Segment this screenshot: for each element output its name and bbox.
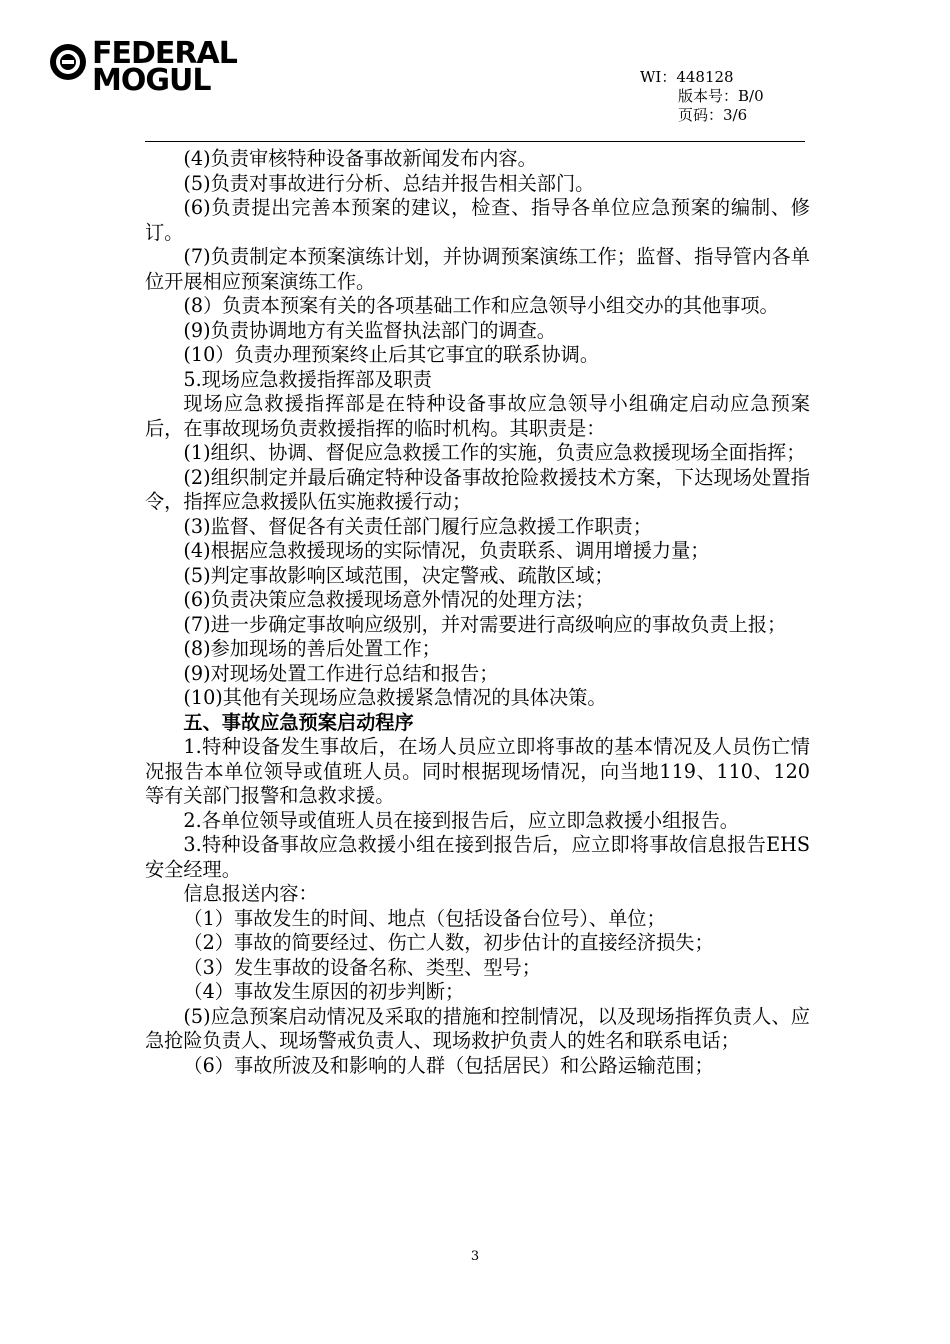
paragraph: (5)应急预案启动情况及采取的措施和控制情况，以及现场指挥负责人、应急抢险负责人、现场警戒负责人、现场救护负责人的姓名和联系电话； <box>145 1004 810 1052</box>
section-heading: 五、事故应急预案启动程序 <box>183 710 414 734</box>
page-number: 3 <box>470 1249 480 1264</box>
paragraph: (1)组织、协调、督促应急救援工作的实施，负责应急救援现场全面指挥； <box>183 441 806 464</box>
paragraph: 现场应急救援指挥部是在特种设备事故应急领导小组确定启动应急预案后，在事故现场负责救援指挥的临时机构。其职责是： <box>145 392 810 440</box>
document-page-count: 页码：3/6 <box>678 106 748 124</box>
paragraph: 3.特种设备事故应急救援小组在接到报告后，应立即将事故信息报告EHS安全经理。 <box>145 833 810 881</box>
logo-emblem-icon <box>50 44 86 80</box>
document-body <box>145 147 810 1078</box>
paragraph: (10)其他有关现场应急救援紧急情况的具体决策。 <box>183 686 607 709</box>
document-wi-number: WI：448128 <box>640 68 734 86</box>
paragraph: （3）发生事故的设备名称、类型、型号； <box>183 955 541 979</box>
paragraph: (9)对现场处置工作进行总结和报告； <box>183 661 499 685</box>
logo-line-1: FEDERAL <box>92 36 237 71</box>
federal-mogul-logo <box>50 36 265 100</box>
paragraph: (2)组织制定并最后确定特种设备事故抢险救援技术方案，下达现场处置指令，指挥应急救援队伍实施救援行动； <box>145 465 810 513</box>
paragraph: (5)负责对事故进行分析、总结并报告相关部门。 <box>183 171 595 195</box>
paragraph: （1）事故发生的时间、地点（包括设备台位号）、单位； <box>183 906 666 930</box>
paragraph: （2）事故的简要经过、伤亡人数，初步估计的直接经济损失； <box>183 931 714 954</box>
paragraph: 2.各单位领导或值班人员在接到报告后，应立即急救援小组报告。 <box>183 808 739 832</box>
paragraph: (8)参加现场的善后处置工作； <box>183 637 441 660</box>
paragraph: (6)负责决策应急救援现场意外情况的处理方法； <box>183 588 595 611</box>
document-version: 版本号：B/0 <box>678 87 764 105</box>
paragraph: (8）负责本预案有关的各项基础工作和应急领导小组交办的其他事项。 <box>183 294 779 317</box>
paragraph: (5)判定事故影响区域范围，决定警戒、疏散区域； <box>183 563 614 587</box>
paragraph: (4)根据应急救援现场的实际情况，负责联系、调用增援力量； <box>183 539 710 562</box>
paragraph: (6)负责提出完善本预案的建议，检查、指导各单位应急预案的编制、修订。 <box>145 196 810 244</box>
header-divider <box>145 141 805 142</box>
paragraph: (10）负责办理预案终止后其它事宜的联系协调。 <box>183 343 600 366</box>
paragraph: （4）事故发生原因的初步判断； <box>183 980 465 1003</box>
logo-wordmark <box>92 36 237 98</box>
paragraph: (7)进一步确定事故响应级别，并对需要进行高级响应的事故负责上报； <box>183 612 787 636</box>
paragraph: 1.特种设备发生事故后，在场人员应立即将事故的基本情况及人员伤亡情况报告本单位领导或值班人员。同时根据现场情况，向当地119、110、120等有关部门报警和急救求援。 <box>145 735 810 807</box>
paragraph: (3)监督、督促各有关责任部门履行应急救援工作职责； <box>183 514 652 538</box>
paragraph: (4)负责审核特种设备事故新闻发布内容。 <box>183 147 537 170</box>
paragraph: (9)负责协调地方有关监督执法部门的调查。 <box>183 318 556 342</box>
subsection-heading: 5.现场应急救援指挥部及职责 <box>183 367 432 391</box>
paragraph: 信息报送内容： <box>183 882 318 905</box>
logo-line-2: MOGUL <box>92 63 211 98</box>
paragraph: （6）事故所波及和影响的人群（包括居民）和公路运输范围； <box>183 1053 714 1077</box>
paragraph: (7)负责制定本预案演练计划，并协调预案演练工作；监督、指导管内各单位开展相应预案演练工作。 <box>145 245 810 293</box>
